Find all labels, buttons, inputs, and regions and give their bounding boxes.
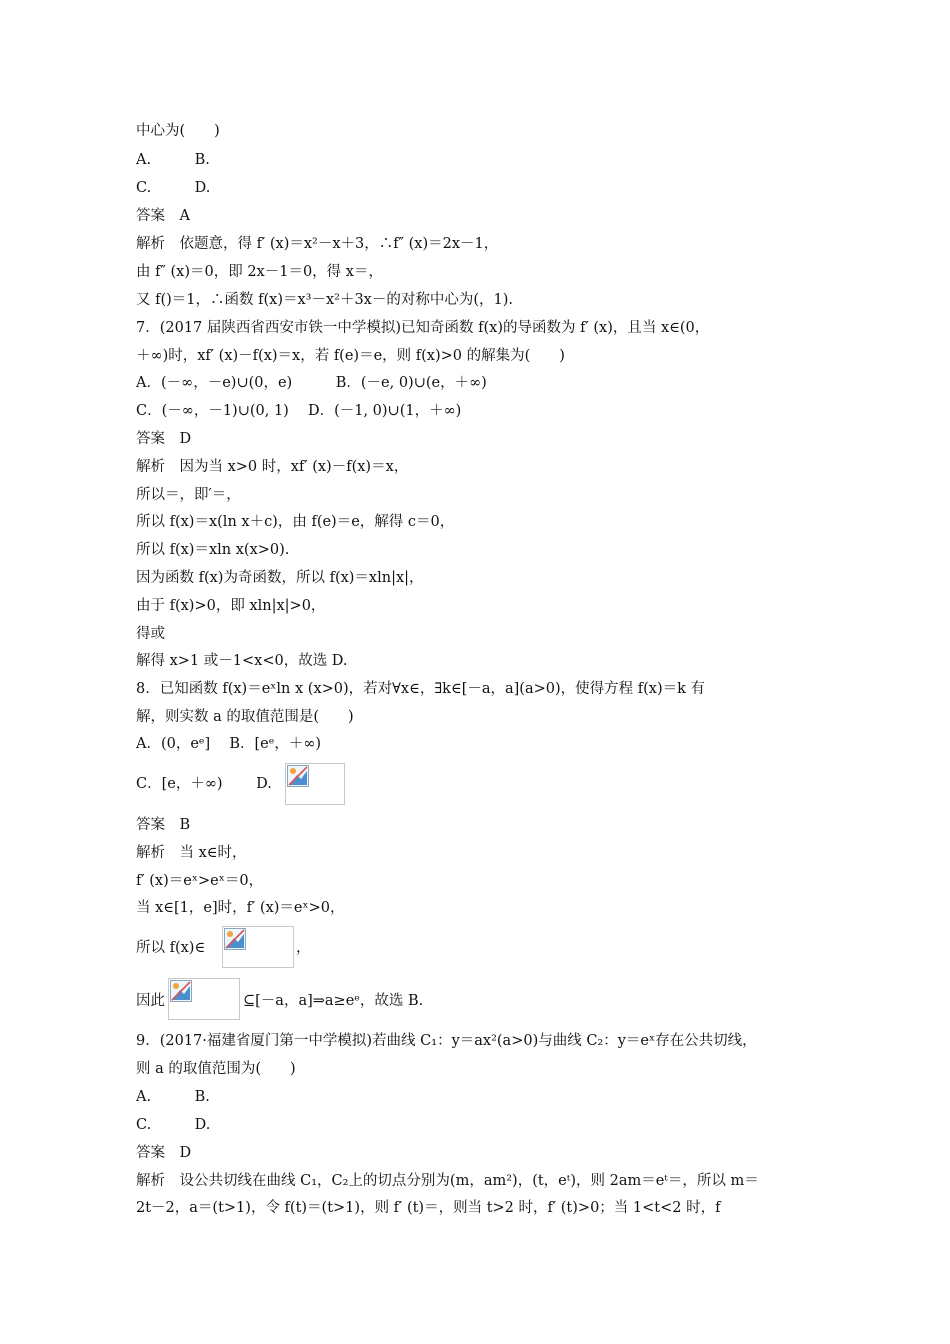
question-line: 则 a 的取值范围为( )	[136, 1061, 296, 1077]
option-line: C. D.	[136, 180, 211, 196]
question-line: 9．(2017·福建省厦门第一中学模拟)若曲线 C₁：y＝ax²(a>0)与曲线 C₂：y＝eˣ存在公共切线，	[136, 1033, 757, 1049]
option-line: A．(－∞，－e)∪(0，e) B．(－e, 0)∪(e，＋∞)	[136, 375, 487, 391]
question-line: 解，则实数 a 的取值范围是( )	[136, 709, 354, 725]
text-line: 因为函数 f(x)为奇函数，所以 f(x)＝xln|x|，	[136, 570, 424, 586]
text-line: 所以 f(x)＝xln x(x>0).	[136, 542, 290, 558]
analysis-line: 解析 当 x∈时，	[136, 845, 247, 861]
text-line: 所以＝，即′＝，	[136, 487, 241, 503]
answer-line: 答案 B	[136, 817, 191, 833]
text-line: 所以 f(x)＝x(ln x＋c)，由 f(e)＝e，解得 c＝0，	[136, 514, 455, 530]
analysis-line: 解析 依题意，得 f′ (x)＝x²－x＋3，∴f″ (x)＝2x－1，	[136, 236, 499, 252]
option-line: C. D.	[136, 1117, 211, 1133]
question-line: 8．已知函数 f(x)＝eˣln x (x>0)，若对∀x∈，∃k∈[－a，a](a>0)，使得方程 f(x)＝k 有	[136, 681, 706, 697]
option-line: C．[e，＋∞) D.	[136, 776, 272, 792]
answer-line: 答案 D	[136, 1145, 192, 1161]
text-line: 得或	[136, 626, 165, 642]
answer-line: 答案 A	[136, 208, 190, 224]
text-line: 当 x∈[1，e]时，f′ (x)＝eˣ>0，	[136, 900, 345, 916]
broken-image-icon	[224, 928, 246, 950]
option-line: A．(0，eᵉ] B．[eᵉ，＋∞)	[136, 736, 322, 752]
text-line: f′ (x)＝eˣ>eˣ＝0，	[136, 873, 264, 889]
text-line: 中心为( )	[136, 123, 220, 139]
broken-image-icon	[287, 765, 309, 787]
text-fragment: ⊆[－a，a]⇒a≥eᵉ，故选 B.	[243, 993, 424, 1009]
text-line: 解得 x>1 或－1<x<0，故选 D.	[136, 653, 348, 669]
question-line: ＋∞)时，xf′ (x)－f(x)＝x，若 f(e)＝e，则 f(x)>0 的解集为( )	[136, 348, 565, 364]
text-line: 又 f()＝1，∴函数 f(x)＝x³－x²＋3x－的对称中心为(，1).	[136, 292, 514, 308]
broken-image-placeholder	[168, 978, 240, 1020]
question-line: 7．(2017 届陕西省西安市铁一中学模拟)已知奇函数 f(x)的导函数为 f′ (x)，且当 x∈(0，	[136, 320, 710, 336]
broken-image-placeholder	[222, 926, 294, 968]
option-line: A. B.	[136, 152, 210, 168]
answer-line: 答案 D	[136, 431, 192, 447]
text-line: 2t－2，a＝(t>1)，令 f(t)＝(t>1)，则 f′ (t)＝，则当 t>2 时，f′ (t)>0；当 1<t<2 时，f	[136, 1200, 721, 1216]
text-line: 所以 f(x)∈	[136, 940, 206, 956]
option-line: A. B.	[136, 1089, 210, 1105]
analysis-line: 解析 因为当 x>0 时，xf′ (x)－f(x)＝x，	[136, 459, 409, 475]
text-line: 由 f″ (x)＝0，即 2x－1＝0，得 x＝，	[136, 264, 383, 280]
broken-image-placeholder	[285, 763, 345, 805]
analysis-line: 解析 设公共切线在曲线 C₁，C₂上的切点分别为(m，am²)，(t，eᵗ)，则 2am＝eᵗ＝，所以 m＝	[136, 1173, 759, 1189]
text-fragment: ，	[296, 940, 311, 956]
broken-image-icon	[170, 980, 192, 1002]
text-line: 因此	[136, 993, 165, 1009]
option-line: C．(－∞，－1)∪(0, 1) D．(－1, 0)∪(1，＋∞)	[136, 403, 462, 419]
text-line: 由于 f(x)>0，即 xln|x|>0，	[136, 598, 326, 614]
